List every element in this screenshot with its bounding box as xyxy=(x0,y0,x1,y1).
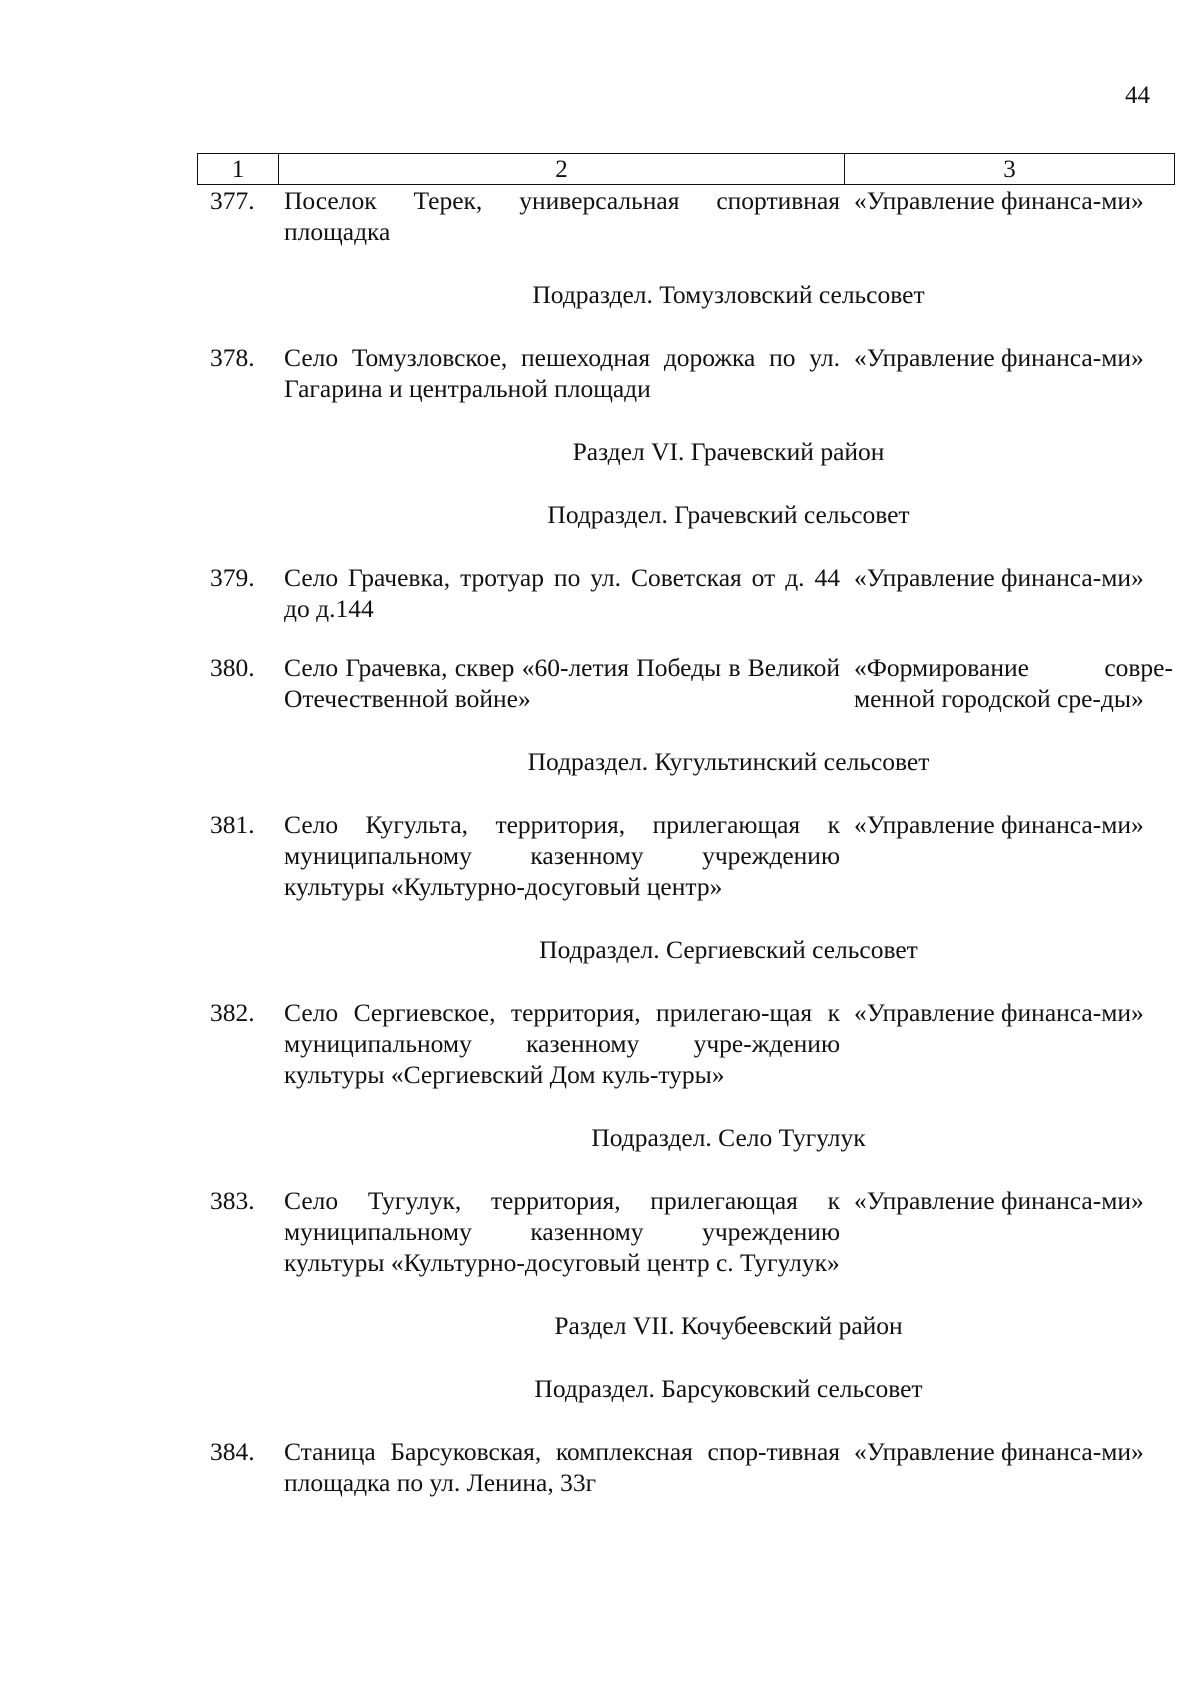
section-heading: Подраздел. Село Тугулук xyxy=(591,1123,866,1152)
row-number: 380. xyxy=(210,653,255,682)
table-row xyxy=(210,1185,1173,1278)
row-number: 378. xyxy=(210,343,255,372)
table-row xyxy=(210,342,1173,404)
table-row xyxy=(210,185,1173,247)
column-header-1: 1 xyxy=(198,154,279,184)
row-description: Село Сергиевское, территория, прилегаю-щая к муниципальному казенному учре-ждению культуры «Сергиевский Дом куль-туры» xyxy=(284,998,840,1089)
table-body xyxy=(210,185,1173,1498)
row-number: 383. xyxy=(210,1186,255,1215)
row-gap xyxy=(210,624,1173,652)
row-description: Поселок Терек, универсальная спортивная площадка xyxy=(284,186,840,246)
row-number: 381. xyxy=(210,810,255,839)
row-number: 377. xyxy=(210,186,255,215)
section-heading: Подраздел. Кугультинский сельсовет xyxy=(527,747,930,776)
section-heading: Подраздел. Грачевский сельсовет xyxy=(547,500,910,529)
row-description: Село Томузловское, пешеходная дорожка по ул. Гагарина и центральной площади xyxy=(284,343,840,403)
table-row xyxy=(210,1436,1173,1498)
row-program: «Управление финанса-ми» xyxy=(854,998,1144,1027)
row-description: Станица Барсуковская, комплексная спор-тивная площадка по ул. Ленина, 33г xyxy=(284,1437,840,1497)
section-heading: Подраздел. Барсуковский сельсовет xyxy=(534,1374,923,1403)
column-header-2: 2 xyxy=(279,154,845,184)
row-program: «Управление финанса-ми» xyxy=(854,810,1144,839)
table-row xyxy=(210,809,1173,902)
row-program: «Формирование совре-менной городской сре-ды» xyxy=(854,653,1173,713)
table-row xyxy=(210,652,1173,714)
row-number: 384. xyxy=(210,1437,255,1466)
row-program: «Управление финанса-ми» xyxy=(854,186,1144,215)
section-heading: Раздел VI. Грачевский район xyxy=(572,437,885,466)
section-heading: Подраздел. Томузловский сельсовет xyxy=(532,280,925,309)
row-program: «Управление финанса-ми» xyxy=(854,563,1144,592)
table-row xyxy=(210,562,1173,624)
row-number: 382. xyxy=(210,998,255,1027)
row-number: 379. xyxy=(210,563,255,592)
row-program: «Управление финанса-ми» xyxy=(854,1437,1144,1466)
table-header-row xyxy=(197,153,1175,185)
section-heading: Раздел VII. Кочубеевский район xyxy=(554,1311,903,1340)
page-number: 44 xyxy=(1125,82,1150,109)
row-program: «Управление финанса-ми» xyxy=(854,1186,1144,1215)
row-description: Село Кугульта, территория, прилегающая к муниципальному казенному учреждению культуры «Культурно-досуговый центр» xyxy=(284,810,840,901)
row-description: Село Тугулук, территория, прилегающая к муниципальному казенному учреждению культуры «Культурно-досуговый центр с. Тугулук» xyxy=(284,1186,840,1277)
table-row xyxy=(210,997,1173,1090)
row-description: Село Грачевка, тротуар по ул. Советская от д. 44 до д.144 xyxy=(284,563,840,623)
section-heading: Подраздел. Сергиевский сельсовет xyxy=(539,935,918,964)
row-description: Село Грачевка, сквер «60-летия Победы в Великой Отечественной войне» xyxy=(284,653,840,713)
column-header-3: 3 xyxy=(1003,155,1016,183)
row-program: «Управление финанса-ми» xyxy=(854,343,1144,372)
